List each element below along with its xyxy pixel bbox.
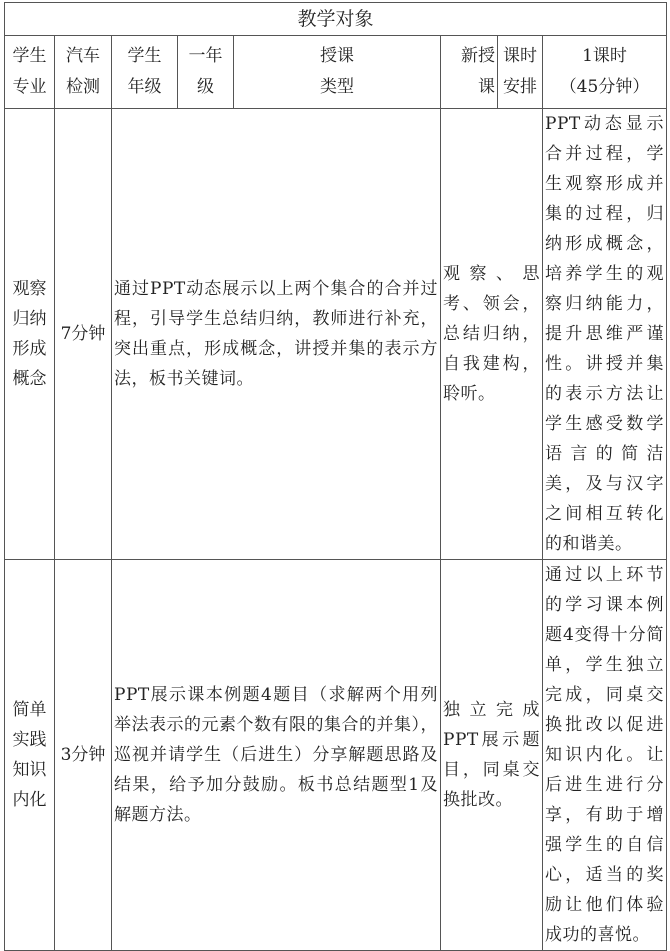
time-cell: 3分钟: [55, 560, 112, 951]
stage-cell: 简单 实践 知识 内化: [5, 560, 55, 951]
student-activity-cell: 独立完成PPT展示题目，同桌交换批改。: [441, 560, 543, 951]
teacher-activity-cell: 通过PPT动态展示以上两个集合的合并过程，引导学生总结归纳，教师进行补充，突出重点，形成概念，讲授并集的表示方法，板书关键词。: [112, 109, 441, 560]
time-cell: 7分钟: [55, 109, 112, 560]
student-activity-cell: 观察、思考、领会，总结归纳，自我建构，聆听。: [441, 109, 543, 560]
lesson-type-value: 新授 课: [441, 36, 498, 109]
student-major-value: 汽车 检测: [55, 36, 112, 109]
lesson-hours-label: 课时 安排: [498, 36, 543, 109]
student-grade-label: 学生 年级: [112, 36, 178, 109]
design-intent-cell: 通过以上环节的学习课本例题4变得十分简单，学生独立完成，同桌交换批改以促进知识内化。让后进生进行分享，有助于增强学生的自信心，适当的奖励让他们体验成功的喜悦。: [543, 560, 667, 951]
lesson-type-label: 授课 类型: [234, 36, 441, 109]
lesson-hours-value: 1课时 （45分钟）: [543, 36, 667, 109]
teacher-activity-cell: PPT展示课本例题4题目（求解两个用列举法表示的元素个数有限的集合的并集），巡视并请学生（后进生）分享解题思路及结果，给予加分鼓励。板书总结题型1及解题方法。: [112, 560, 441, 951]
student-grade-value: 一年 级: [178, 36, 234, 109]
student-major-label: 学生 专业: [5, 36, 55, 109]
table-title: 教学对象: [5, 3, 667, 36]
lesson-plan-table: [4, 2, 667, 951]
stage-cell: 观察 归纳 形成 概念: [5, 109, 55, 560]
design-intent-cell: PPT动态显示合并过程，学生观察形成并集的过程，归纳形成概念，培养学生的观察归纳能力，提升思维严谨性。讲授并集的表示方法让学生感受数学语言的简洁美，及与汉字之间相互转化的和谐美。: [543, 109, 667, 560]
